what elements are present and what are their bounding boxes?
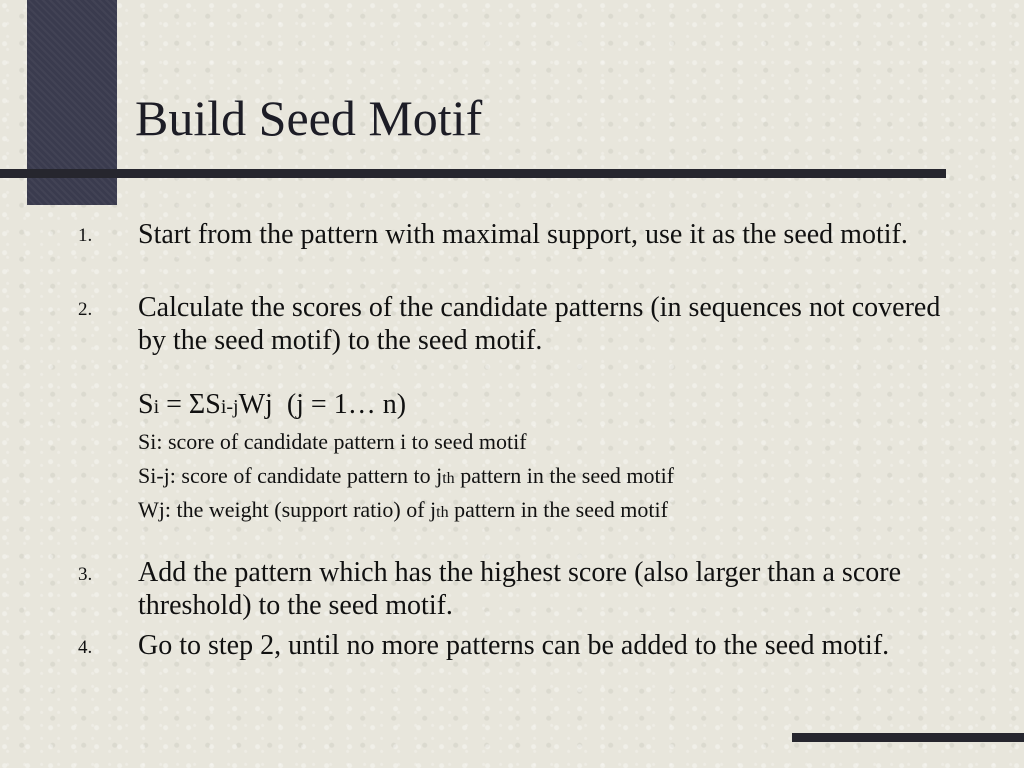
list-item-1: Start from the pattern with maximal support, use it as the seed motif. bbox=[138, 219, 908, 250]
formula-sum: = ΣS bbox=[159, 389, 221, 420]
title-divider bbox=[0, 169, 946, 178]
list-item-3: Add the pattern which has the highest score (also larger than a score threshold) to the seed motif. bbox=[138, 557, 901, 621]
list-number-1: 1. bbox=[78, 225, 93, 246]
list-item-2: Calculate the scores of the candidate patterns (in sequences not covered by the seed motif) to the seed motif. bbox=[138, 292, 941, 356]
definition-wj-sup: th bbox=[436, 504, 449, 521]
list-number-3: 3. bbox=[78, 564, 93, 585]
bottom-divider bbox=[792, 733, 1024, 742]
formula-s: S bbox=[138, 389, 154, 420]
definition-sij-prefix: Si-j: score of candidate pattern to j bbox=[138, 463, 443, 488]
definition-wj bbox=[138, 496, 668, 527]
definition-si: Si: score of candidate pattern i to seed motif bbox=[138, 429, 527, 454]
formula-sub-i: i bbox=[153, 396, 160, 418]
definition-wj-prefix: Wj: the weight (support ratio) of j bbox=[138, 497, 437, 522]
list-number-2: 2. bbox=[78, 299, 93, 320]
formula-sub-ij: i-j bbox=[220, 396, 239, 418]
slide-title: Build Seed Motif bbox=[135, 90, 483, 146]
score-formula bbox=[138, 388, 406, 424]
definition-sij-suffix: pattern in the seed motif bbox=[454, 463, 675, 488]
definition-sij-sup: th bbox=[442, 470, 455, 487]
definition-sij bbox=[138, 462, 674, 493]
list-number-4: 4. bbox=[78, 637, 93, 658]
list-item-4: Go to step 2, until no more patterns can be added to the seed motif. bbox=[138, 630, 890, 661]
formula-range: (j = 1… n) bbox=[286, 389, 407, 420]
formula-wj: Wj bbox=[238, 389, 273, 420]
definition-wj-suffix: pattern in the seed motif bbox=[448, 497, 668, 522]
